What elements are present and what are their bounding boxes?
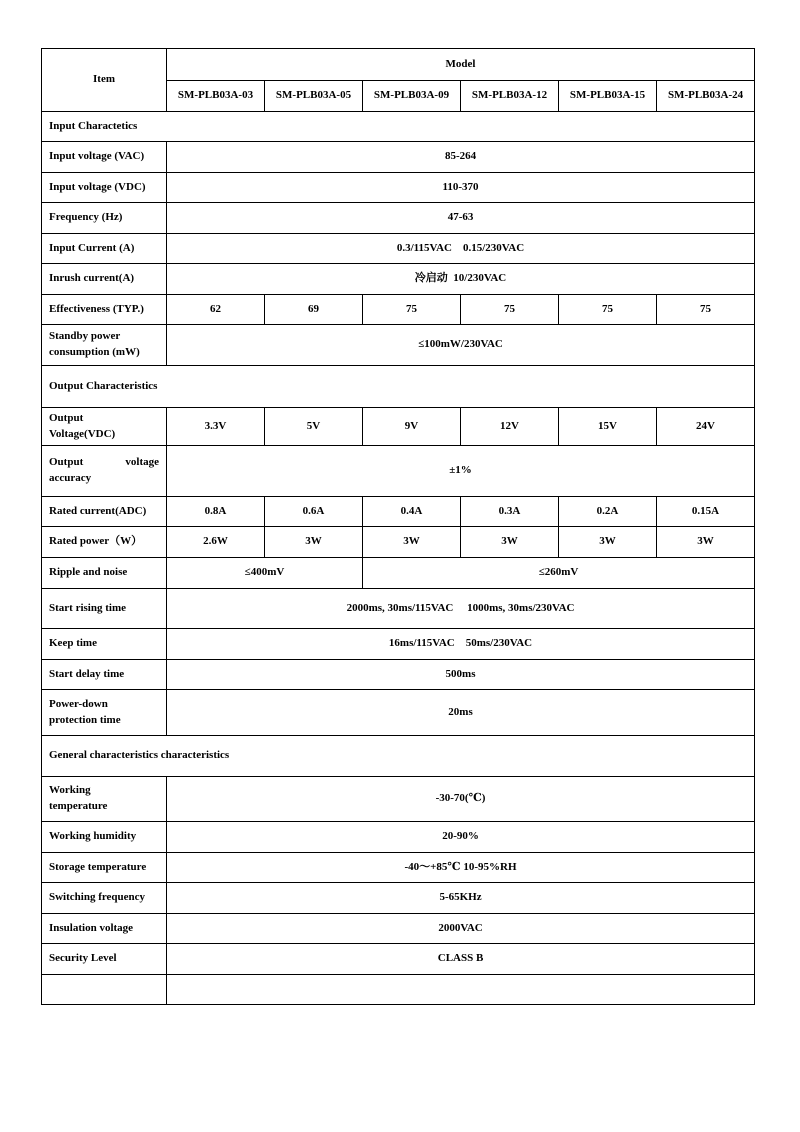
- row-label: [42, 777, 167, 822]
- row-value: 15V: [559, 408, 657, 446]
- row-label: Frequency (Hz): [42, 203, 167, 234]
- section-row-general: [42, 736, 755, 777]
- row-value: ≤100mW/230VAC: [167, 325, 755, 366]
- table-row: [42, 690, 755, 736]
- row-label: Ripple and noise: [42, 558, 167, 589]
- model-name: SM-PLB03A-05: [265, 81, 363, 112]
- row-value: 24V: [657, 408, 755, 446]
- row-value: 0.6A: [265, 497, 363, 527]
- row-label: [42, 325, 167, 366]
- row-value: 3W: [265, 527, 363, 558]
- row-label-line: Output voltage: [49, 456, 159, 469]
- row-value: 75: [461, 295, 559, 325]
- row-value: 0.8A: [167, 497, 265, 527]
- row-value: 3W: [559, 527, 657, 558]
- spec-table: [41, 48, 755, 1005]
- row-label: Start delay time: [42, 660, 167, 690]
- row-label: Input Current (A): [42, 234, 167, 264]
- table-row: [42, 408, 755, 446]
- table-row: [42, 944, 755, 975]
- row-value: 3W: [363, 527, 461, 558]
- row-value: 2000VAC: [167, 914, 755, 944]
- model-name: SM-PLB03A-09: [363, 81, 461, 112]
- section-row-output: [42, 366, 755, 408]
- table-row: [42, 883, 755, 914]
- table-row: [42, 142, 755, 173]
- row-value: 16ms/115VAC 50ms/230VAC: [167, 629, 755, 660]
- row-label: Start rising time: [42, 589, 167, 629]
- table-row: [42, 853, 755, 883]
- row-value: 75: [657, 295, 755, 325]
- row-label: [42, 446, 167, 497]
- row-value: 62: [167, 295, 265, 325]
- row-value: 3W: [657, 527, 755, 558]
- row-label: [42, 690, 167, 736]
- row-label: Storage temperature: [42, 853, 167, 883]
- table-row: [42, 629, 755, 660]
- row-value: 5-65KHz: [167, 883, 755, 914]
- table-row: [42, 203, 755, 234]
- empty-cell: [42, 975, 167, 1005]
- table-row: [42, 558, 755, 589]
- empty-cell: [167, 975, 755, 1005]
- row-value: 110-370: [167, 173, 755, 203]
- row-value: 0.3A: [461, 497, 559, 527]
- table-row: [42, 234, 755, 264]
- row-label: Inrush current(A): [42, 264, 167, 295]
- row-value: 47-63: [167, 203, 755, 234]
- row-label-line: accuracy: [49, 472, 92, 484]
- row-label: Input voltage (VAC): [42, 142, 167, 173]
- row-value: 85-264: [167, 142, 755, 173]
- row-label: Rated current(ADC): [42, 497, 167, 527]
- row-value: CLASS B: [167, 944, 755, 975]
- row-value: 20-90%: [167, 822, 755, 853]
- row-label-line: temperature: [49, 800, 108, 812]
- row-value: 20ms: [167, 690, 755, 736]
- table-row: [42, 660, 755, 690]
- table-row: [42, 173, 755, 203]
- row-value: ≤260mV: [363, 558, 755, 589]
- row-label: Keep time: [42, 629, 167, 660]
- section-title: General characteristics characteristics: [42, 736, 755, 777]
- model-header: Model: [167, 49, 755, 81]
- row-label: Input voltage (VDC): [42, 173, 167, 203]
- row-value: 0.3/115VAC 0.15/230VAC: [167, 234, 755, 264]
- row-value: 5V: [265, 408, 363, 446]
- table-row: [42, 295, 755, 325]
- model-name: SM-PLB03A-03: [167, 81, 265, 112]
- row-value: 69: [265, 295, 363, 325]
- row-value: 冷启动 10/230VAC: [167, 264, 755, 295]
- row-label: [42, 408, 167, 446]
- row-value: 2.6W: [167, 527, 265, 558]
- row-value: 12V: [461, 408, 559, 446]
- row-value: -30-70(℃): [167, 777, 755, 822]
- header-row: [42, 49, 755, 81]
- row-label-line: Voltage(VDC): [49, 427, 116, 440]
- row-label-line: Output: [49, 411, 84, 424]
- row-value: 9V: [363, 408, 461, 446]
- row-value: 0.2A: [559, 497, 657, 527]
- row-value: 3W: [461, 527, 559, 558]
- section-title: Input Charactetics: [42, 112, 755, 142]
- section-title: Output Characteristics: [42, 366, 755, 408]
- table-row: [42, 914, 755, 944]
- row-label: Effectiveness (TYP.): [42, 295, 167, 325]
- row-label-line: Standby power: [49, 330, 121, 343]
- row-value: 2000ms, 30ms/115VAC 1000ms, 30ms/230VAC: [167, 589, 755, 629]
- row-label-line: protection time: [49, 713, 121, 726]
- row-label: Working humidity: [42, 822, 167, 853]
- row-value: 0.4A: [363, 497, 461, 527]
- table-row: [42, 589, 755, 629]
- row-label: Switching frequency: [42, 883, 167, 914]
- empty-row: [42, 975, 755, 1005]
- row-label-line: consumption (mW): [49, 346, 140, 358]
- row-value: ≤400mV: [167, 558, 363, 589]
- table-row: [42, 446, 755, 497]
- table-row: [42, 497, 755, 527]
- row-value: 3.3V: [167, 408, 265, 446]
- row-value: ±1%: [167, 446, 755, 497]
- table-row: [42, 527, 755, 558]
- row-value: 75: [363, 295, 461, 325]
- model-name: SM-PLB03A-12: [461, 81, 559, 112]
- row-value: 0.15A: [657, 497, 755, 527]
- row-label-line: Working: [49, 784, 91, 797]
- section-row-input: [42, 112, 755, 142]
- model-name: SM-PLB03A-15: [559, 81, 657, 112]
- row-label: Rated power（W）: [42, 527, 167, 558]
- row-label-line: Power-down: [49, 697, 108, 710]
- model-name: SM-PLB03A-24: [657, 81, 755, 112]
- row-value: 75: [559, 295, 657, 325]
- row-label: Security Level: [42, 944, 167, 975]
- row-value: 500ms: [167, 660, 755, 690]
- table-row: [42, 777, 755, 822]
- table-row: [42, 264, 755, 295]
- row-value: -40～+85℃ 10-95%RH: [167, 853, 755, 883]
- item-header: Item: [42, 49, 167, 112]
- row-label: Insulation voltage: [42, 914, 167, 944]
- table-row: [42, 822, 755, 853]
- table-row: [42, 325, 755, 366]
